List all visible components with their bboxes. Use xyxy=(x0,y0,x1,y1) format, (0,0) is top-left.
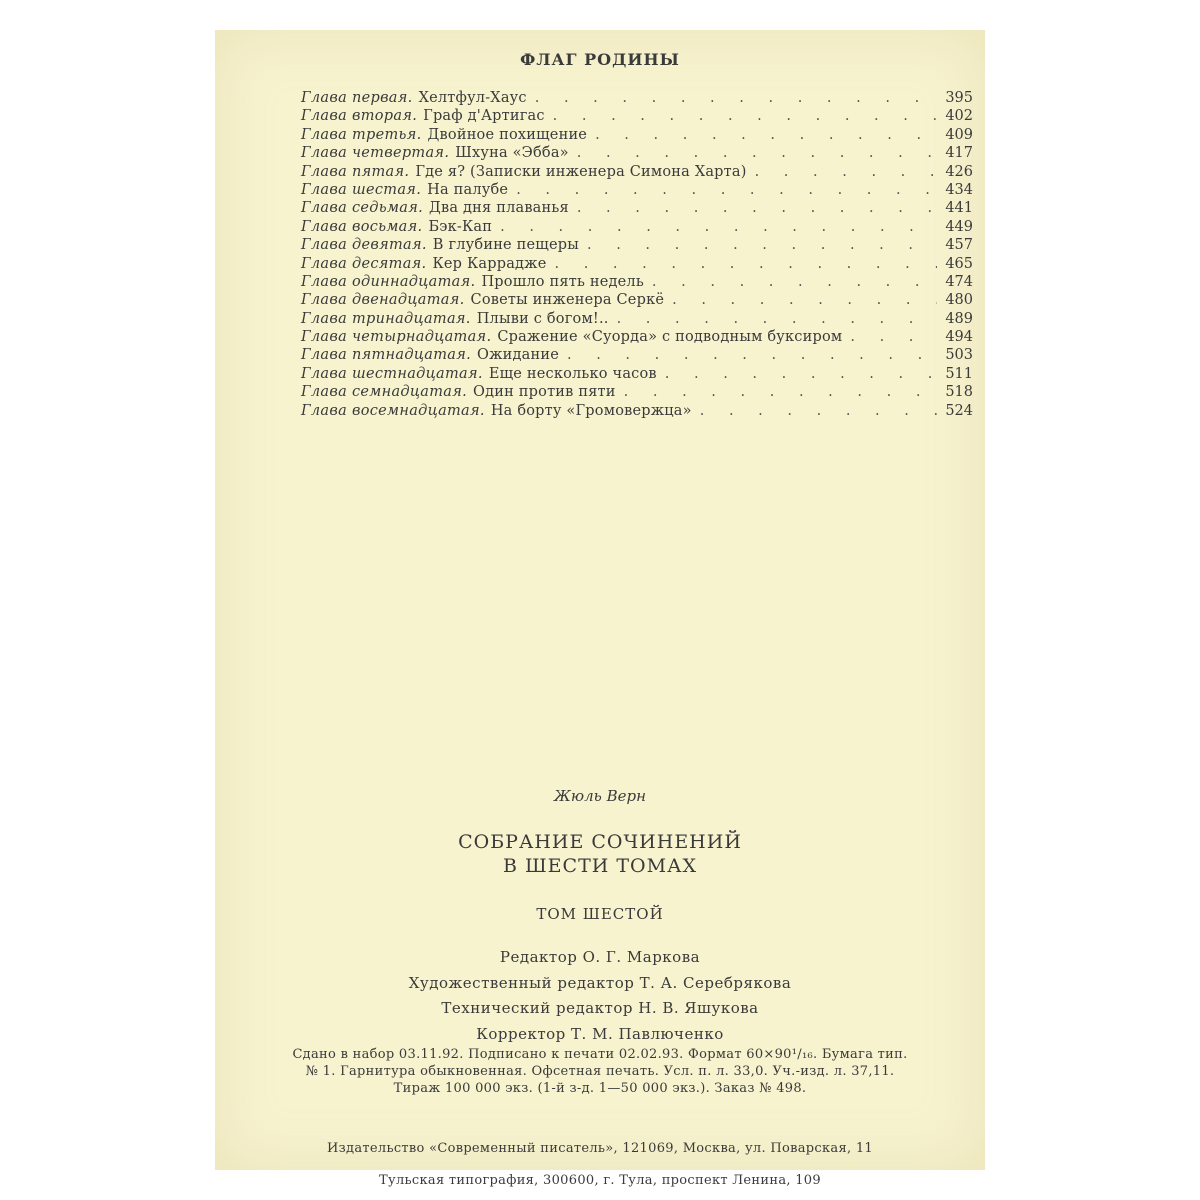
toc-chapter-label: Глава пятая. xyxy=(301,163,410,180)
toc-page-number: 511 xyxy=(945,365,973,382)
toc-chapter-title: На борту «Громовержца» xyxy=(490,402,692,419)
toc-chapter-title: Где я? (Записки инженера Симона Харта) xyxy=(415,163,747,180)
collection-title-line: СОБРАНИЕ СОЧИНЕНИЙ xyxy=(458,831,742,853)
toc-chapter-label: Глава двенадцатая. xyxy=(301,292,465,309)
credits-list xyxy=(215,945,985,1047)
toc-page-number: 524 xyxy=(945,402,973,419)
toc-page-number: 465 xyxy=(945,255,973,272)
book-page xyxy=(215,30,985,1188)
toc-chapter-title: Еще несколько часов xyxy=(488,365,657,382)
toc-dot-leader xyxy=(579,236,937,254)
toc-entry xyxy=(301,181,973,199)
toc-chapter-label: Глава вторая. xyxy=(301,108,418,125)
toc-dot-leader xyxy=(644,273,937,291)
toc-page-number: 409 xyxy=(945,126,973,143)
toc-dot-leader xyxy=(547,255,938,273)
toc-dot-leader xyxy=(508,181,937,199)
toc-chapter-label: Глава третья. xyxy=(301,126,422,143)
toc-entry xyxy=(301,402,973,420)
section-title: ФЛАГ РОДИНЫ xyxy=(520,50,680,69)
toc-entry xyxy=(301,144,973,162)
toc-chapter-title: Кер Карраджe xyxy=(432,255,547,272)
toc-chapter-label: Глава восьмая. xyxy=(301,218,423,235)
toc-chapter-label: Глава четвертая. xyxy=(301,145,450,162)
toc-page-number: 503 xyxy=(945,347,973,364)
toc-entry xyxy=(301,199,973,217)
toc-dot-leader xyxy=(527,89,937,107)
toc-dot-leader xyxy=(587,126,937,144)
toc-chapter-label: Глава шестая. xyxy=(301,181,422,198)
toc-dot-leader xyxy=(842,328,937,346)
credit-line: Редактор О. Г. Маркова xyxy=(499,948,701,966)
toc-dot-leader xyxy=(657,365,937,383)
imprint-line: № 1. Гарнитура обыкновенная. Офсетная печать. Усл. п. л. 33,0. Уч.-изд. л. 37,11. xyxy=(305,1064,895,1079)
toc-page-number: 441 xyxy=(945,200,973,217)
toc-page-number: 449 xyxy=(945,218,973,235)
toc-page-number: 457 xyxy=(945,237,973,254)
publisher-address: Издательство «Современный писатель», 121069, Москва, ул. Поварская, 11 xyxy=(327,1141,873,1156)
toc-chapter-title: В глубине пещеры xyxy=(432,237,579,254)
toc-entry xyxy=(301,218,973,236)
toc-chapter-title: Прошло пять недель xyxy=(481,273,644,290)
toc-dot-leader xyxy=(616,383,937,401)
printer-address: Тульская типография, 300600, г. Тула, проспект Ленина, 109 xyxy=(379,1173,821,1188)
toc-page-number: 518 xyxy=(945,384,973,401)
toc-page-number: 395 xyxy=(945,90,973,106)
toc-chapter-label: Глава седьмая. xyxy=(301,200,424,217)
toc-dot-leader xyxy=(492,218,937,236)
toc-chapter-title: Хелтфул-Хаус xyxy=(418,90,527,106)
toc-dot-leader xyxy=(569,199,937,217)
toc-page-number: 417 xyxy=(945,145,973,162)
toc-page-number: 474 xyxy=(945,273,973,290)
toc-entry xyxy=(301,328,973,346)
toc-chapter-title: Ожидание xyxy=(477,347,559,364)
toc-entry xyxy=(301,163,973,181)
imprint-line: Тираж 100 000 экз. (1-й з-д. 1—50 000 экз.). Заказ № 498. xyxy=(393,1081,807,1096)
toc-chapter-label: Глава десятая. xyxy=(301,255,427,272)
toc-chapter-title: Шхуна «Эбба» xyxy=(455,145,569,162)
toc-chapter-title: Советы инженера Серкё xyxy=(470,292,665,309)
toc-chapter-title: Двойное похищение xyxy=(427,126,588,143)
toc-dot-leader xyxy=(545,107,937,125)
toc-dot-leader xyxy=(747,163,937,181)
toc-chapter-label: Глава семнадцатая. xyxy=(301,384,468,401)
toc-entry xyxy=(301,365,973,383)
imprint-line: Сдано в набор 03.11.92. Подписано к печати 02.02.93. Формат 60×90¹/₁₆. Бумага тип. xyxy=(292,1047,908,1062)
toc-page-number: 402 xyxy=(945,108,973,125)
toc-page-number: 480 xyxy=(945,292,973,309)
toc-chapter-label: Глава восемнадцатая. xyxy=(301,402,485,419)
toc-page-number: 489 xyxy=(945,310,973,327)
toc-entry xyxy=(301,291,973,309)
toc-chapter-title: Плыви с богом!.. xyxy=(476,310,609,327)
toc-chapter-label: Глава шестнадцатая. xyxy=(301,365,483,382)
toc-entry xyxy=(301,255,973,273)
toc-chapter-title: Граф д'Артигас xyxy=(423,108,545,125)
toc-chapter-label: Глава первая. xyxy=(301,90,413,106)
toc-entry xyxy=(301,236,973,254)
toc-entry xyxy=(301,89,973,107)
toc-chapter-title: Бэк-Кап xyxy=(428,218,493,235)
toc-entry xyxy=(301,346,973,364)
credit-line: Технический редактор Н. В. Яшукова xyxy=(441,999,759,1017)
author-name: Жюль Верн xyxy=(554,787,646,805)
toc-dot-leader xyxy=(692,402,937,420)
toc-chapter-label: Глава пятнадцатая. xyxy=(301,347,472,364)
toc-dot-leader xyxy=(664,291,937,309)
toc-page-number: 426 xyxy=(945,163,973,180)
toc-chapter-title: На палубе xyxy=(427,181,509,198)
toc-dot-leader xyxy=(609,310,937,328)
credit-line: Корректор Т. М. Павлюченко xyxy=(476,1024,724,1043)
toc-page-number: 494 xyxy=(945,329,973,346)
toc-chapter-title: Сражение «Суорда» с подводным буксиром xyxy=(497,329,843,346)
collection-title-line: В ШЕСТИ ТОМАХ xyxy=(503,855,697,877)
toc-entry xyxy=(301,383,973,401)
volume-number: ТОМ ШЕСТОЙ xyxy=(536,905,664,923)
toc-entry xyxy=(301,126,973,144)
collection-title xyxy=(215,830,985,878)
toc-dot-leader xyxy=(569,144,937,162)
toc-entry xyxy=(301,107,973,125)
toc-page-number: 434 xyxy=(945,181,973,198)
table-of-contents xyxy=(301,89,973,420)
toc-chapter-title: Два дня плаванья xyxy=(429,200,569,217)
credit-line: Художественный редактор Т. А. Серебрякова xyxy=(408,973,792,992)
toc-entry xyxy=(301,273,973,291)
toc-chapter-label: Глава девятая. xyxy=(301,237,427,254)
toc-chapter-label: Глава четырнадцатая. xyxy=(301,329,492,346)
toc-chapter-label: Глава тринадцатая. xyxy=(301,310,471,327)
toc-entry xyxy=(301,310,973,328)
toc-chapter-label: Глава одиннадцатая. xyxy=(301,273,476,290)
toc-chapter-title: Один против пяти xyxy=(473,384,616,401)
imprint-block xyxy=(215,1046,985,1097)
toc-dot-leader xyxy=(559,346,937,364)
